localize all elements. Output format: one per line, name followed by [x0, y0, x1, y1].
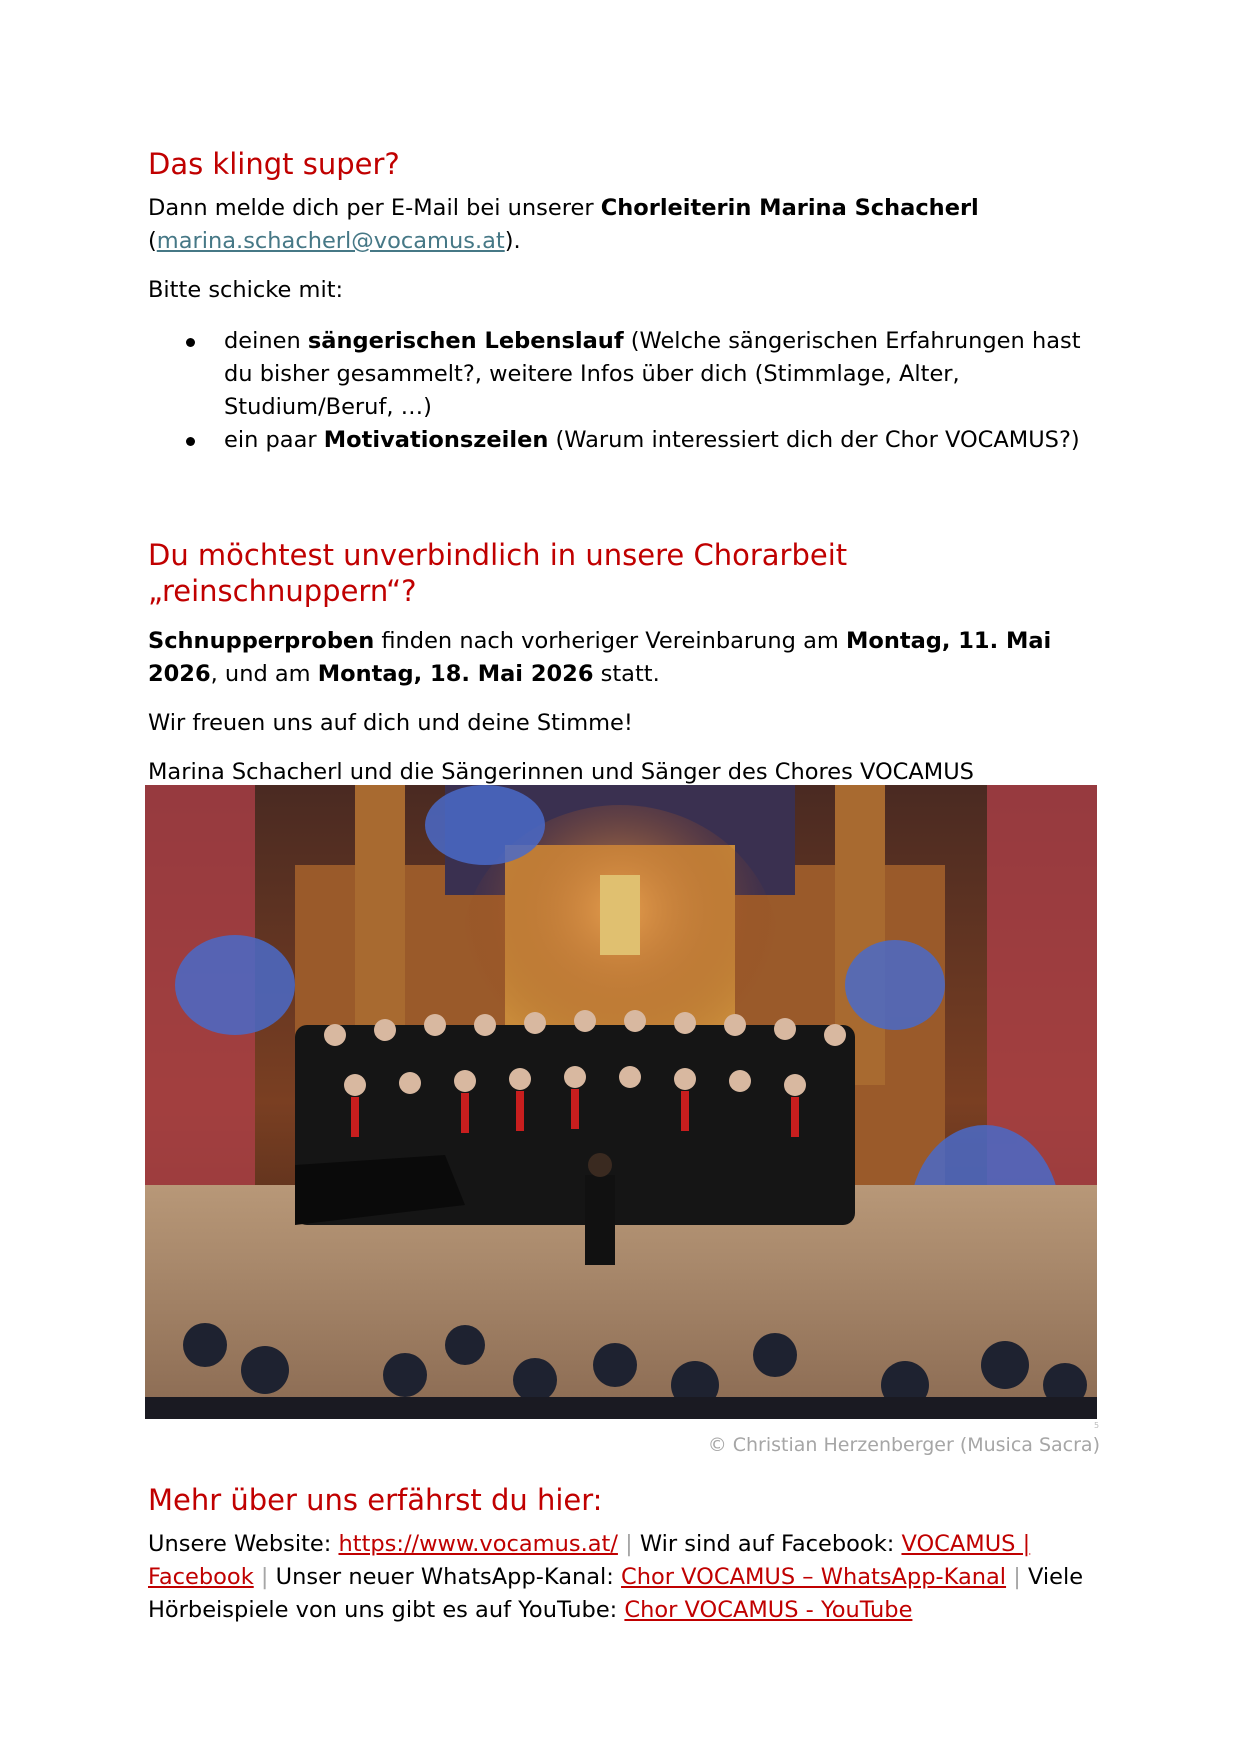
- bullet1-text: deinen: [224, 328, 308, 354]
- bullet2-detail: (Warum interessiert dich der Chor VOCAMUS?): [548, 427, 1080, 453]
- bullet1-detail: (Welche sängerischen Erfahrungen hast du bisher gesammelt?, weitere Infos über dich (Stimmlage, Alter, Studium/Beruf, …): [224, 328, 1081, 420]
- website-link[interactable]: https://www.vocamus.at/: [338, 1531, 618, 1557]
- p1-text3: statt.: [593, 661, 660, 687]
- date1: Montag, 11. Mai 2026: [148, 628, 1052, 687]
- list-item-motivation: [148, 424, 1100, 457]
- bullet-icon: [186, 437, 195, 446]
- p1-text2: , und am: [210, 661, 318, 687]
- choir-concert-photo: [145, 785, 1097, 1419]
- heading-das-klingt-super: Das klingt super?: [148, 147, 400, 181]
- separator: |: [617, 1531, 640, 1557]
- paren-open: (: [148, 228, 157, 254]
- separator: |: [1006, 1564, 1028, 1590]
- choir-photo-illustration: [145, 785, 1097, 1419]
- requirements-list: [148, 325, 1100, 457]
- youtube-link[interactable]: Chor VOCAMUS - YouTube: [624, 1597, 913, 1623]
- heading-reinschnuppern: Du möchtest unverbindlich in unsere Chorarbeit „reinschnuppern“?: [148, 538, 848, 608]
- page-mark: 5: [1094, 1421, 1100, 1430]
- schnupperproben-paragraph: [148, 625, 1100, 691]
- links-paragraph: [148, 1528, 1100, 1627]
- list-item-lebenslauf: [148, 325, 1100, 424]
- date2: Montag, 18. Mai 2026: [317, 661, 594, 687]
- email-link[interactable]: marina.schacherl@vocamus.at: [156, 228, 505, 254]
- heading-mehr-ueber-uns: Mehr über uns erfährst du hier:: [148, 1483, 603, 1517]
- bullet-icon: [186, 338, 195, 347]
- paren-close: ).: [504, 228, 521, 254]
- signature-paragraph: Marina Schacherl und die Sängerinnen und Sänger des Chores VOCAMUS: [148, 759, 974, 785]
- bullet2-bold: Motivationszeilen: [323, 427, 549, 453]
- schnupperproben-bold: Schnupperproben: [148, 628, 375, 654]
- whatsapp-link[interactable]: Chor VOCAMUS – WhatsApp-Kanal: [621, 1564, 1007, 1590]
- greeting-paragraph: Wir freuen uns auf dich und deine Stimme!: [148, 710, 633, 736]
- bullet2-text: ein paar: [224, 427, 324, 453]
- p1-text1: finden nach vorheriger Vereinbarung am: [374, 628, 846, 654]
- bullet1-bold: sängerischen Lebenslauf: [307, 328, 624, 354]
- separator: |: [253, 1564, 276, 1590]
- whatsapp-label: Unser neuer WhatsApp-Kanal:: [275, 1564, 622, 1590]
- website-label: Unsere Website:: [148, 1531, 339, 1557]
- facebook-label: Wir sind auf Facebook:: [639, 1531, 902, 1557]
- intro-paragraph: [148, 192, 1100, 258]
- youtube-label: Viele Hörbeispiele von uns gibt es auf YouTube:: [148, 1564, 1084, 1623]
- links-section: [148, 1482, 1100, 1627]
- choir-leader-name: Chorleiterin Marina Schacherl: [600, 195, 979, 221]
- document-page: [148, 146, 1100, 789]
- send-label: Bitte schicke mit:: [148, 277, 344, 303]
- facebook-link[interactable]: VOCAMUS | Facebook: [148, 1531, 1031, 1590]
- photo-credit: © Christian Herzenberger (Musica Sacra): [707, 1434, 1100, 1456]
- intro-text: Dann melde dich per E-Mail bei unserer: [148, 195, 601, 221]
